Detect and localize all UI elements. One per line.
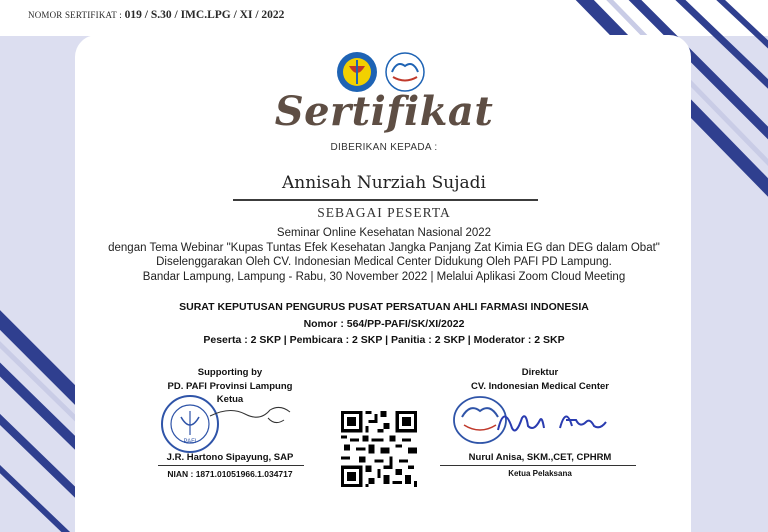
description-line: Seminar Online Kesehatan Nasional 2022 <box>276 227 492 239</box>
given-to-label: DIBERIKAN KEPADA : <box>330 142 438 153</box>
recipient-role: SEBAGAI PESERTA <box>317 205 451 220</box>
certificate-title: Sertifikat <box>274 88 494 135</box>
left-supporting-label: Supporting by <box>197 367 263 378</box>
right-signature <box>490 398 620 443</box>
credit-points: Peserta : 2 SKP | Pembicara : 2 SKP | Panitia : 2 SKP | Moderator : 2 SKP <box>203 334 565 346</box>
name-underline <box>233 199 538 201</box>
certificate-number-label: NOMOR SERTIFIKAT : <box>28 10 122 20</box>
right-signatory-role: Ketua Pelaksana <box>508 469 572 478</box>
decree-title: SURAT KEPUTUSAN PENGURUS PUSAT PERSATUAN AHLI FARMASI INDONESIA <box>179 301 589 313</box>
left-signature-line <box>158 465 304 466</box>
left-signatory-name: J.R. Hartono Sipayung, SAP <box>166 452 294 463</box>
left-organization: PD. PAFI Provinsi Lampung <box>167 380 293 392</box>
pafi-logo <box>337 52 377 92</box>
certificate-number: 019 / S.30 / IMC.LPG / XI / 2022 <box>124 9 285 21</box>
svg-text:PAFI: PAFI <box>183 439 197 445</box>
right-signatory-heading <box>420 366 660 393</box>
right-position: Direktur <box>521 367 559 378</box>
recipient-name: Annisah Nurziah Sujadi <box>282 173 486 193</box>
right-signatory-name: Nurul Anisa, SKM.,CET, CPHRM <box>468 452 612 463</box>
left-signature <box>200 398 310 440</box>
left-position: Ketua <box>216 394 244 405</box>
description-line: dengan Tema Webinar "Kupas Tuntas Efek Kesehatan Jangka Panjang Zat Kimia EG dan DEG dalam Obat" <box>108 241 660 254</box>
description-line: Diselenggarakan Oleh CV. Indonesian Medical Center Didukung Oleh PAFI PD Lampung. <box>156 256 612 269</box>
decree-number: Nomor : 564/PP-PAFI/SK/XI/2022 <box>303 317 465 330</box>
qr-code <box>341 411 417 487</box>
imc-logo <box>386 53 424 91</box>
right-organization: CV. Indonesian Medical Center <box>471 380 609 392</box>
left-signatory-id: NIAN : 1871.01051966.1.034717 <box>167 469 293 479</box>
decree-block <box>0 299 768 349</box>
certificate-number-line <box>28 9 284 21</box>
event-description <box>0 226 768 284</box>
description-line: Bandar Lampung, Lampung - Rabu, 30 November 2022 | Melalui Aplikasi Zoom Cloud Meeting <box>142 270 626 283</box>
right-signature-line <box>440 465 636 466</box>
